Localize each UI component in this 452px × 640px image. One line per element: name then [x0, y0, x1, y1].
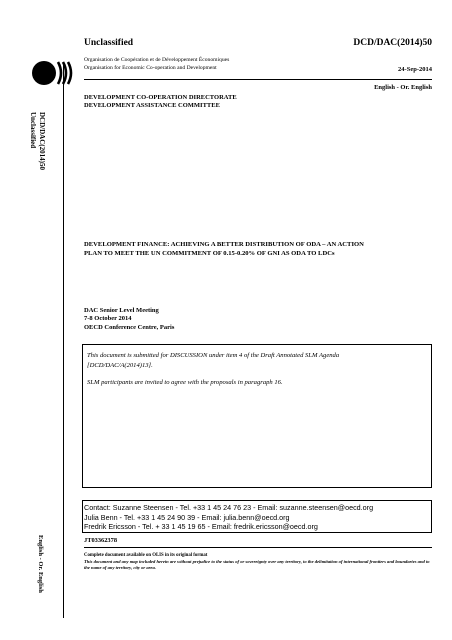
organisation-name-english: Organisation for Economic Co-operation and Development [84, 65, 217, 71]
classification-label: Unclassified [84, 38, 134, 48]
committee-name: DEVELOPMENT ASSISTANCE COMMITTEE [84, 102, 220, 109]
submission-note-line-1: This document is submitted for DISCUSSION under item 4 of the Draft Annotated SLM Agenda [87, 352, 340, 359]
sidebar-language-block [32, 535, 48, 615]
document-reference: DCD/DAC(2014)50 [353, 38, 432, 48]
contact-line-2: Julia Benn - Tel. +33 1 45 24 90 39 - Email: julia.benn@oecd.org [84, 513, 290, 522]
submission-note-line-2: [DCD/DAC/A(2014)13]. [87, 362, 153, 369]
olis-availability-note: Complete document available on OLIS in its original format [84, 553, 208, 558]
contact-line-3: Fredrik Ericsson - Tel. + 33 1 45 19 65 - Email: fredrik.ericsson@oecd.org [84, 522, 318, 531]
document-language: English - Or. English [374, 84, 432, 91]
directorate-name: DEVELOPMENT CO-OPERATION DIRECTORATE [84, 94, 237, 101]
footer-divider [84, 547, 432, 548]
jt-number: JT03362378 [84, 537, 118, 544]
meeting-dates: 7-8 October 2014 [84, 315, 132, 322]
oecd-logo-icon [28, 58, 74, 88]
sidebar-doc-reference: DCD/DAC(2014)50 [38, 112, 46, 170]
meeting-venue: OECD Conference Centre, Paris [84, 324, 175, 331]
header-divider [84, 79, 432, 80]
sidebar-classification: Unclassified [29, 112, 37, 149]
sidebar-doc-block [29, 112, 48, 192]
margin-rule [63, 62, 64, 618]
title-line-1: DEVELOPMENT FINANCE: ACHIEVING A BETTER DISTRIBUTION OF ODA – AN ACTION [84, 241, 364, 248]
contact-line-1: Contact: Suzanne Steensen - Tel. +33 1 45 24 76 23 - Email: suzanne.steensen@oecd.org [84, 503, 374, 512]
document-title [84, 240, 424, 258]
sidebar-language: English - Or. English [37, 535, 44, 593]
meeting-name: DAC Senior Level Meeting [84, 307, 159, 314]
legal-disclaimer: This document and any map included herein are without prejudice to the status of or sovereignty over any territory, to the delimitation of international frontiers and boundaries and to the name of any territory, city or area. [84, 559, 430, 570]
title-line-2: PLAN TO MEET THE UN COMMITMENT OF 0.15-0.20% OF GNI AS ODA TO LDCs [84, 250, 335, 257]
document-date: 24-Sep-2014 [398, 66, 432, 73]
participants-note: SLM participants are invited to agree with the proposals in paragraph 16. [87, 379, 283, 386]
organisation-name-french: Organisation de Coopération et de Développement Économiques [84, 57, 230, 63]
